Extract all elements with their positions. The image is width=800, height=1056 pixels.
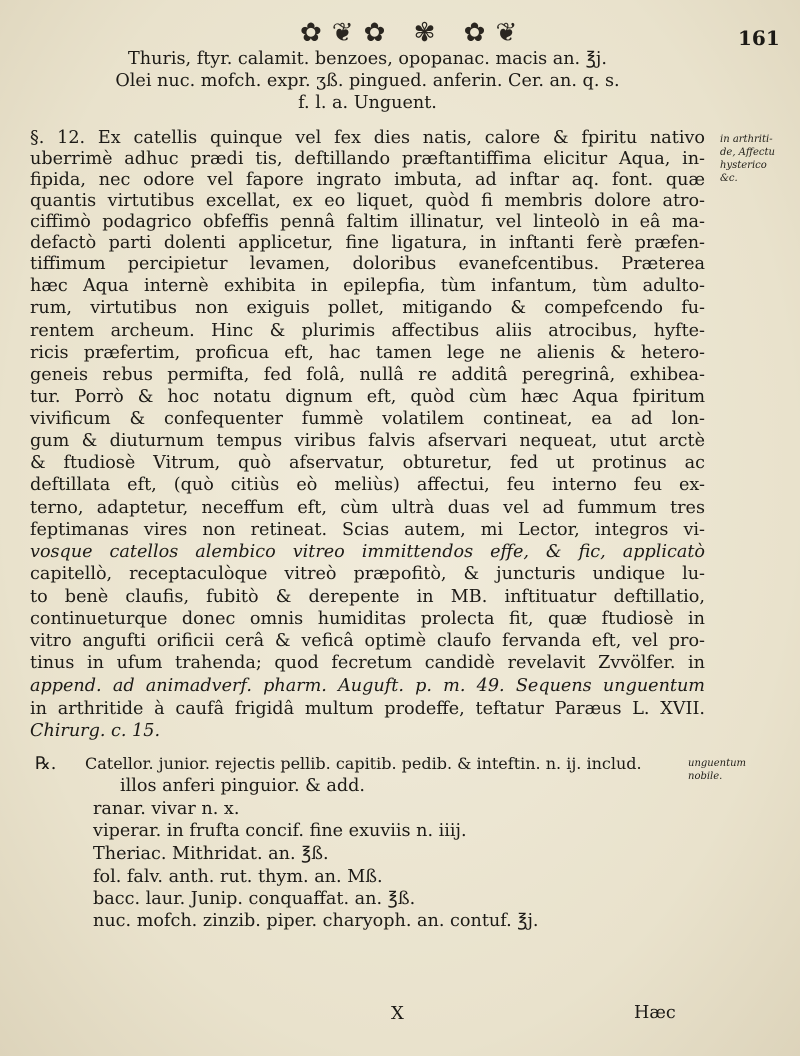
text-line: rentem archeum. Hinc & plurimis affectibus aliis atrocibus, hyfte- bbox=[30, 321, 705, 341]
recipe-line: nuc. mofch. zinzib. piper. charyoph. an. contuf. ℥j. bbox=[93, 911, 539, 931]
margin-note: de, Affectu bbox=[720, 147, 775, 158]
text-line: vosque catellos alembico vitreo immittendos effe, & fic, applicatò bbox=[30, 542, 705, 562]
text-line: vivificum & confequenter fummè volatilem contineat, ea ad lon- bbox=[30, 409, 705, 429]
text-line: tiffimum percipietur levamen, doloribus evanefcentibus. Præterea bbox=[30, 254, 705, 274]
text-line: defactò parti dolenti applicetur, fine ligatura, in inftanti ferè præfen- bbox=[30, 233, 705, 253]
header-ornament: ✿❦✿ ✾ ✿❦ bbox=[300, 18, 528, 48]
text-line: in arthritide à caufâ frigidâ multum prodeffe, teftatur Paræus L. XVII. bbox=[30, 699, 705, 719]
text-line: continueturque donec omnis humiditas prolecta fit, quæ ftudiosè in bbox=[30, 609, 705, 629]
recipe-line: ranar. vivar n. x. bbox=[93, 799, 240, 819]
text-line: quantis virtutibus excellat, ex eo liquet, quòd fi membris dolore atro- bbox=[30, 191, 705, 211]
margin-note: unguentum bbox=[688, 758, 747, 769]
text-line: tur. Porrò & hoc notatu dignum eft, quòd cùm hæc Aqua fpiritum bbox=[30, 387, 705, 407]
text-line: fipida, nec odore vel fapore ingrato imbuta, ad inftar aq. font. quæ bbox=[30, 170, 705, 190]
margin-note: &c. bbox=[720, 173, 738, 184]
text-line: tinus in ufum trahenda; quod fecretum candidè revelavit Zvvölfer. in bbox=[30, 653, 705, 673]
text-line: & ftudiosè Vitrum, quò afservatur, obturetur, fed ut protinus ac bbox=[30, 453, 705, 473]
recipe-line: illos anferi pinguior. & add. bbox=[120, 776, 366, 796]
recipe-line: Theriac. Mithridat. an. ℥ß. bbox=[93, 844, 329, 864]
text-line: deftillata eft, (quò citiùs eò meliùs) affectui, feu interno feu ex- bbox=[30, 475, 705, 495]
text-line: uberrimè adhuc prædi tis, deftillando præftantiffima elicitur Aqua, in- bbox=[30, 149, 705, 169]
text-line: f. l. a. Unguent. bbox=[298, 93, 437, 113]
margin-note: nobile. bbox=[688, 771, 723, 782]
text-line: hæc Aqua internè exhibita in epilepfia, tùm infantum, tùm adulto- bbox=[30, 276, 705, 296]
text-line: vitro angufti orificii cerâ & veficâ optimè claufo fervanda eft, vel pro- bbox=[30, 631, 705, 651]
text-line: ricis præfertim, proficua eft, hac tamen lege ne alienis & hetero- bbox=[30, 343, 705, 363]
text-line: terno, adaptetur, neceffum eft, cùm ultrà duas vel ad fummum tres bbox=[30, 498, 705, 518]
text-line: to benè claufis, fubitò & derepente in MB. inftituatur deftillatio, bbox=[30, 587, 705, 607]
signature-mark: X bbox=[391, 1003, 404, 1024]
text-line: Thuris, ftyr. calamit. benzoes, opopanac. macis an. ℥j. bbox=[128, 49, 607, 69]
text-line: append. ad animadverf. pharm. Auguft. p. m. 49. Sequens unguentum bbox=[30, 676, 705, 696]
text-line: rum, virtutibus non exiguis pollet, mitigando & compefcendo fu- bbox=[30, 298, 705, 318]
margin-note: in arthriti- bbox=[720, 134, 773, 145]
page-number: 161 bbox=[738, 26, 780, 50]
text-line: ciffimò podagrico obfeffis pennâ faltim illinatur, vel linteolò in eâ ma- bbox=[30, 212, 705, 232]
text-line: feptimanas vires non retineat. Scias autem, mi Lector, integros vi- bbox=[30, 520, 705, 540]
text-line: geneis rebus permifta, fed folâ, nullâ re additâ peregrinâ, exhibea- bbox=[30, 365, 705, 385]
text-line: Chirurg. c. 15. bbox=[30, 721, 161, 741]
recipe-line: fol. falv. anth. rut. thym. an. Mß. bbox=[93, 867, 383, 887]
text-line: §. 12. Ex catellis quinque vel fex dies natis, calore & fpiritu nativo bbox=[30, 128, 705, 148]
text-line: Olei nuc. mofch. expr. ʒß. pingued. anferin. Cer. an. q. s. bbox=[115, 71, 620, 91]
text-line: gum & diuturnum tempus viribus falvis afservari nequeat, utut arctè bbox=[30, 431, 705, 451]
recipe-line: viperar. in frufta concif. fine exuviis n. iiij. bbox=[93, 821, 467, 841]
recipe-symbol: ℞. bbox=[35, 754, 57, 774]
recipe-line: Catellor. junior. rejectis pellib. capitib. pedib. & inteftin. n. ij. includ. bbox=[85, 754, 642, 773]
catchword: Hæc bbox=[634, 1003, 676, 1023]
margin-note: hysterico bbox=[720, 160, 767, 171]
recipe-line: bacc. laur. Junip. conquaffat. an. ℥ß. bbox=[93, 889, 416, 909]
text-line: capitellò, receptaculòque vitreò præpofitò, & juncturis undique lu- bbox=[30, 564, 705, 584]
